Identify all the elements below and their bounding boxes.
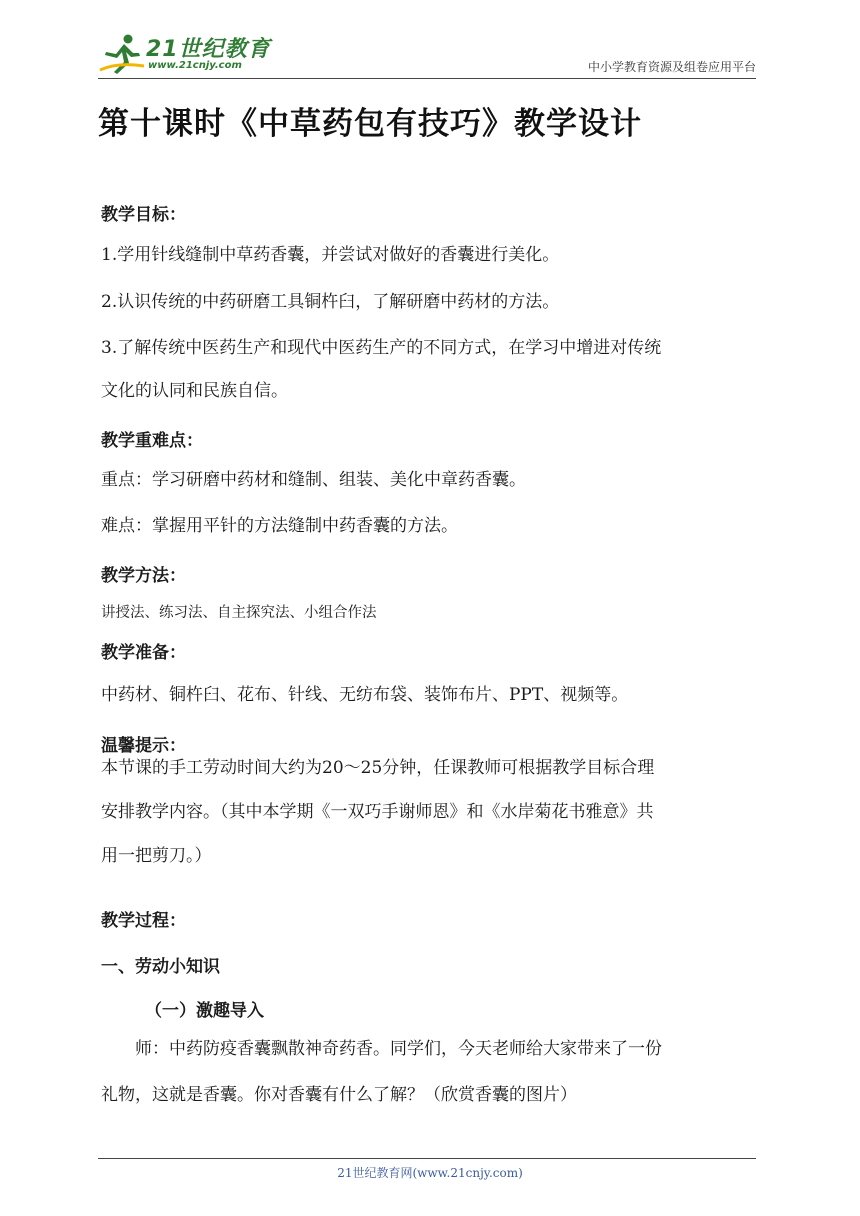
page-header — [98, 30, 756, 78]
objective-3-line1: 3.了解传统中医药生产和现代中医药生产的不同方式，在学习中增进对传统 — [101, 338, 662, 358]
objective-3-line2: 文化的认同和民族自信。 — [101, 381, 288, 401]
logo-url: www.21cnjy.com — [148, 60, 242, 71]
tips-line3: 用一把剪刀。） — [101, 846, 212, 866]
para1-line1: 师：中药防疫香囊飘散神奇药香。同学们，今天老师给大家带来了一份 — [135, 1039, 662, 1059]
objective-1: 1.学用针线缝制中草药香囊，并尝试对做好的香囊进行美化。 — [101, 245, 560, 265]
prep-heading: 教学准备： — [101, 643, 186, 663]
objective-2: 2.认识传统的中药研磨工具铜杵臼，了解研磨中药材的方法。 — [101, 292, 560, 312]
tips-line2: 安排教学内容。（其中本学期《一双巧手谢师恩》和《水岸菊花书雅意》共 — [101, 802, 654, 822]
objectives-heading: 教学目标： — [101, 205, 186, 225]
difficulty-text: 难点：掌握用平针的方法缝制中药香囊的方法。 — [101, 516, 458, 536]
methods-heading: 教学方法： — [101, 566, 186, 586]
page-footer: 21世纪教育网(www.21cnjy.com) — [337, 1166, 523, 1180]
header-divider — [98, 78, 756, 79]
process-heading: 教学过程： — [101, 911, 186, 931]
prep-text: 中药材、铜杵臼、花布、针线、无纺布袋、装饰布片、PPT、视频等。 — [101, 685, 629, 705]
page-title: 第十课时《中草药包有技巧》教学设计 — [98, 106, 642, 142]
keypoints-heading: 教学重难点： — [101, 431, 203, 451]
tips-line1: 本节课的手工劳动时间大约为20～25分钟，任课教师可根据教学目标合理 — [101, 758, 655, 778]
logo — [98, 32, 271, 76]
logo-text: 21世纪教育 — [146, 37, 271, 62]
keypoint-text: 重点：学习研磨中药材和缝制、组装、美化中章药香囊。 — [101, 470, 526, 490]
para1-line2: 礼物，这就是香囊。你对香囊有什么了解？（欣赏香囊的图片） — [101, 1085, 577, 1105]
sub1-heading: （一）激趣导入 — [145, 1001, 264, 1021]
footer-divider — [98, 1158, 756, 1159]
tips-heading: 温馨提示： — [101, 736, 186, 756]
methods-text: 讲授法、练习法、自主探究法、小组合作法 — [101, 605, 377, 621]
platform-label: 中小学教育资源及组卷应用平台 — [587, 60, 756, 74]
part1-heading: 一、劳动小知识 — [101, 957, 220, 977]
runner-logo-icon — [98, 32, 146, 76]
